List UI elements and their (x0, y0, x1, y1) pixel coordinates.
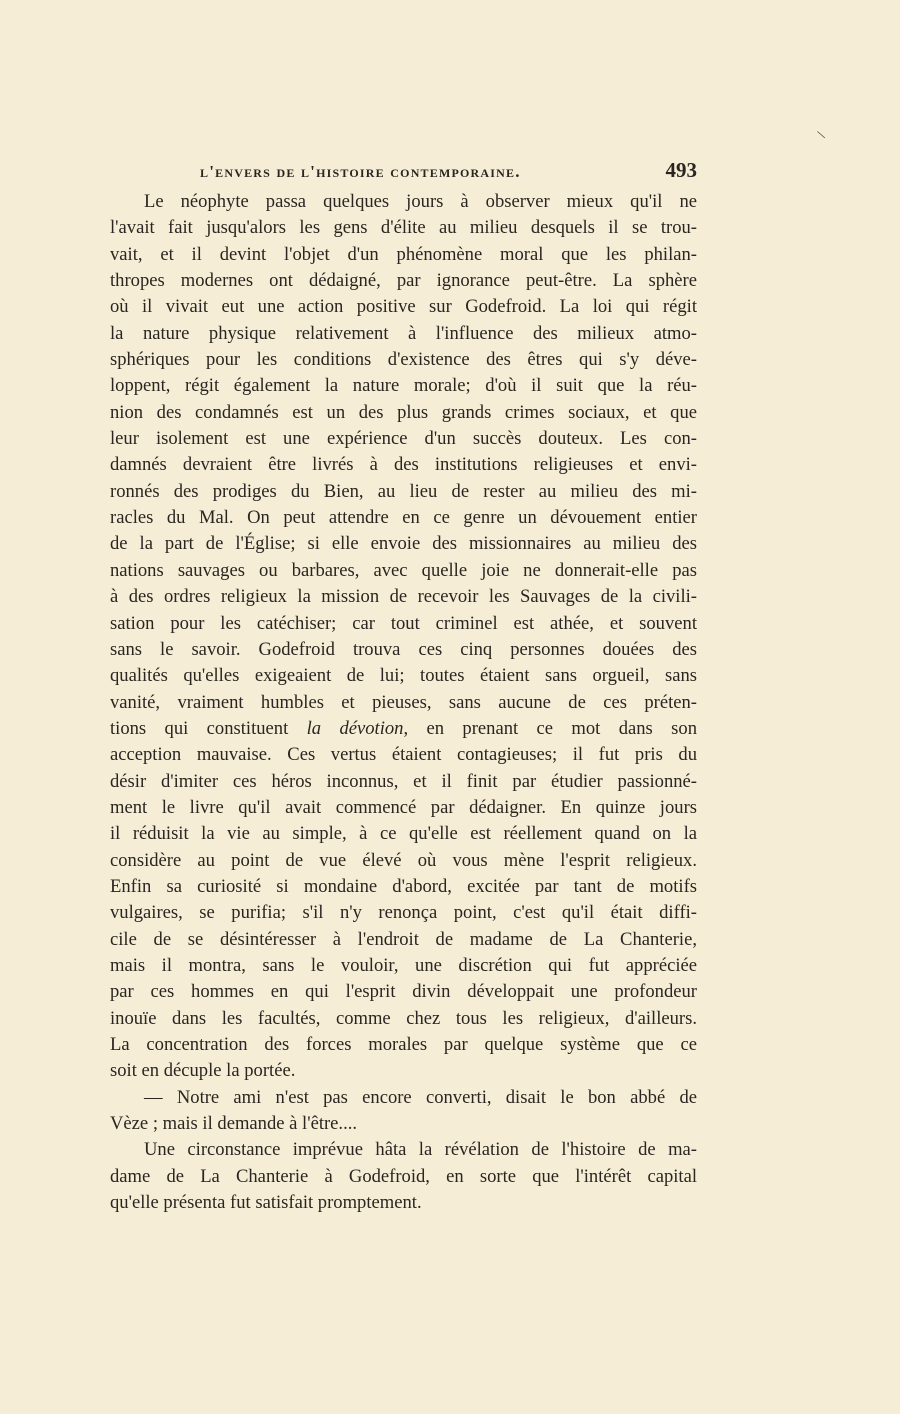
text-line: mais il montra, sans le vouloir, une discrétion qui fut appréciée (110, 954, 697, 976)
text-segment: , en prenant ce mot dans son (403, 717, 697, 739)
text-line: sans le savoir. Godefroid trouva ces cinq personnes douées des (110, 638, 697, 660)
text-line: la nature physique relativement à l'influence des milieux atmo- (110, 322, 697, 344)
text-line: thropes modernes ont dédaigné, par ignorance peut-être. La sphère (110, 270, 697, 292)
text-line: ment le livre qu'il avait commencé par dédaigner. En quinze jours (110, 796, 697, 818)
scan-mark: \ (816, 128, 828, 144)
text-line: où il vivait eut une action positive sur Godefroid. La loi qui régit (110, 296, 697, 318)
text-line: acception mauvaise. Ces vertus étaient contagieuses; il fut pris du (110, 744, 697, 766)
text-line: cile de se désintéresser à l'endroit de madame de La Chanterie, (110, 928, 697, 950)
text-line: sation pour les catéchiser; car tout criminel est athée, et souvent (110, 612, 697, 634)
text-line: dame de La Chanterie à Godefroid, en sorte que l'intérêt capital (110, 1165, 697, 1187)
text-line: il réduisit la vie au simple, à ce qu'elle est réellement quand on la (110, 823, 697, 845)
running-header (200, 158, 697, 184)
text-line: qu'elle présenta fut satisfait promptement. (110, 1192, 422, 1214)
text-line: racles du Mal. On peut attendre en ce genre un dévouement entier (110, 507, 697, 529)
text-line: l'avait fait jusqu'alors les gens d'élite au milieu desquels il se trou- (110, 217, 697, 239)
text-line: considère au point de vue élevé où vous mène l'esprit religieux. (110, 849, 697, 871)
text-line: Le néophyte passa quelques jours à observer mieux qu'il ne (144, 191, 697, 212)
text-line: leur isolement est une expérience d'un succès douteux. Les con- (110, 428, 697, 450)
text-line: Une circonstance imprévue hâta la révélation de l'histoire de ma- (144, 1139, 697, 1161)
text-line: loppent, régit également la nature morale; d'où il suit que la réu- (110, 375, 697, 397)
text-line: La concentration des forces morales par quelque système que ce (110, 1034, 697, 1055)
running-title: l'envers de l'histoire contemporaine. (200, 162, 521, 181)
text-line: à des ordres religieux la mission de recevoir les Sauvages de la civili- (110, 586, 697, 608)
text-line: désir d'imiter ces héros inconnus, et il finit par étudier passionné- (110, 770, 697, 792)
text-line: damnés devraient être livrés à des institutions religieuses et envi- (110, 454, 697, 476)
text-line: vulgaires, se purifia; s'il n'y renonça point, c'est qu'il était diffi- (110, 902, 697, 924)
text-line: vait, et il devint l'objet d'un phénomène moral que les philan- (110, 243, 697, 265)
text-line: — Notre ami n'est pas encore converti, disait le bon abbé de (144, 1086, 697, 1108)
page-body (110, 189, 697, 1216)
text-line: nion des condamnés est un des plus grands crimes sociaux, et que (110, 401, 697, 423)
text-line: inouïe dans les facultés, comme chez tous les religieux, d'ailleurs. (110, 1007, 697, 1029)
text-line: Enfin sa curiosité si mondaine d'abord, excitée par tant de motifs (110, 875, 697, 897)
text-line: ronnés des prodiges du Bien, au lieu de rester au milieu des mi- (110, 480, 697, 502)
text-line: Vèze ; mais il demande à l'être.... (110, 1113, 358, 1135)
text-line: soit en décuple la portée. (110, 1060, 296, 1082)
page-number: 493 (665, 158, 697, 182)
text-line: par ces hommes en qui l'esprit divin développait une profondeur (110, 981, 697, 1003)
text-segment: tions qui constituent (110, 717, 307, 739)
text-line: nations sauvages ou barbares, avec quelle joie ne donnerait-elle pas (110, 559, 697, 581)
text-line: vanité, vraiment humbles et pieuses, sans aucune de ces préten- (110, 691, 697, 713)
italic-term: la dévotion (306, 717, 404, 739)
text-line: sphériques pour les conditions d'existence des êtres qui s'y déve- (110, 349, 697, 371)
text-line: qualités qu'elles exigeaient de lui; toutes étaient sans orgueil, sans (110, 665, 697, 687)
text-line (110, 716, 697, 742)
text-line: de la part de l'Église; si elle envoie des missionnaires au milieu des (110, 533, 697, 555)
